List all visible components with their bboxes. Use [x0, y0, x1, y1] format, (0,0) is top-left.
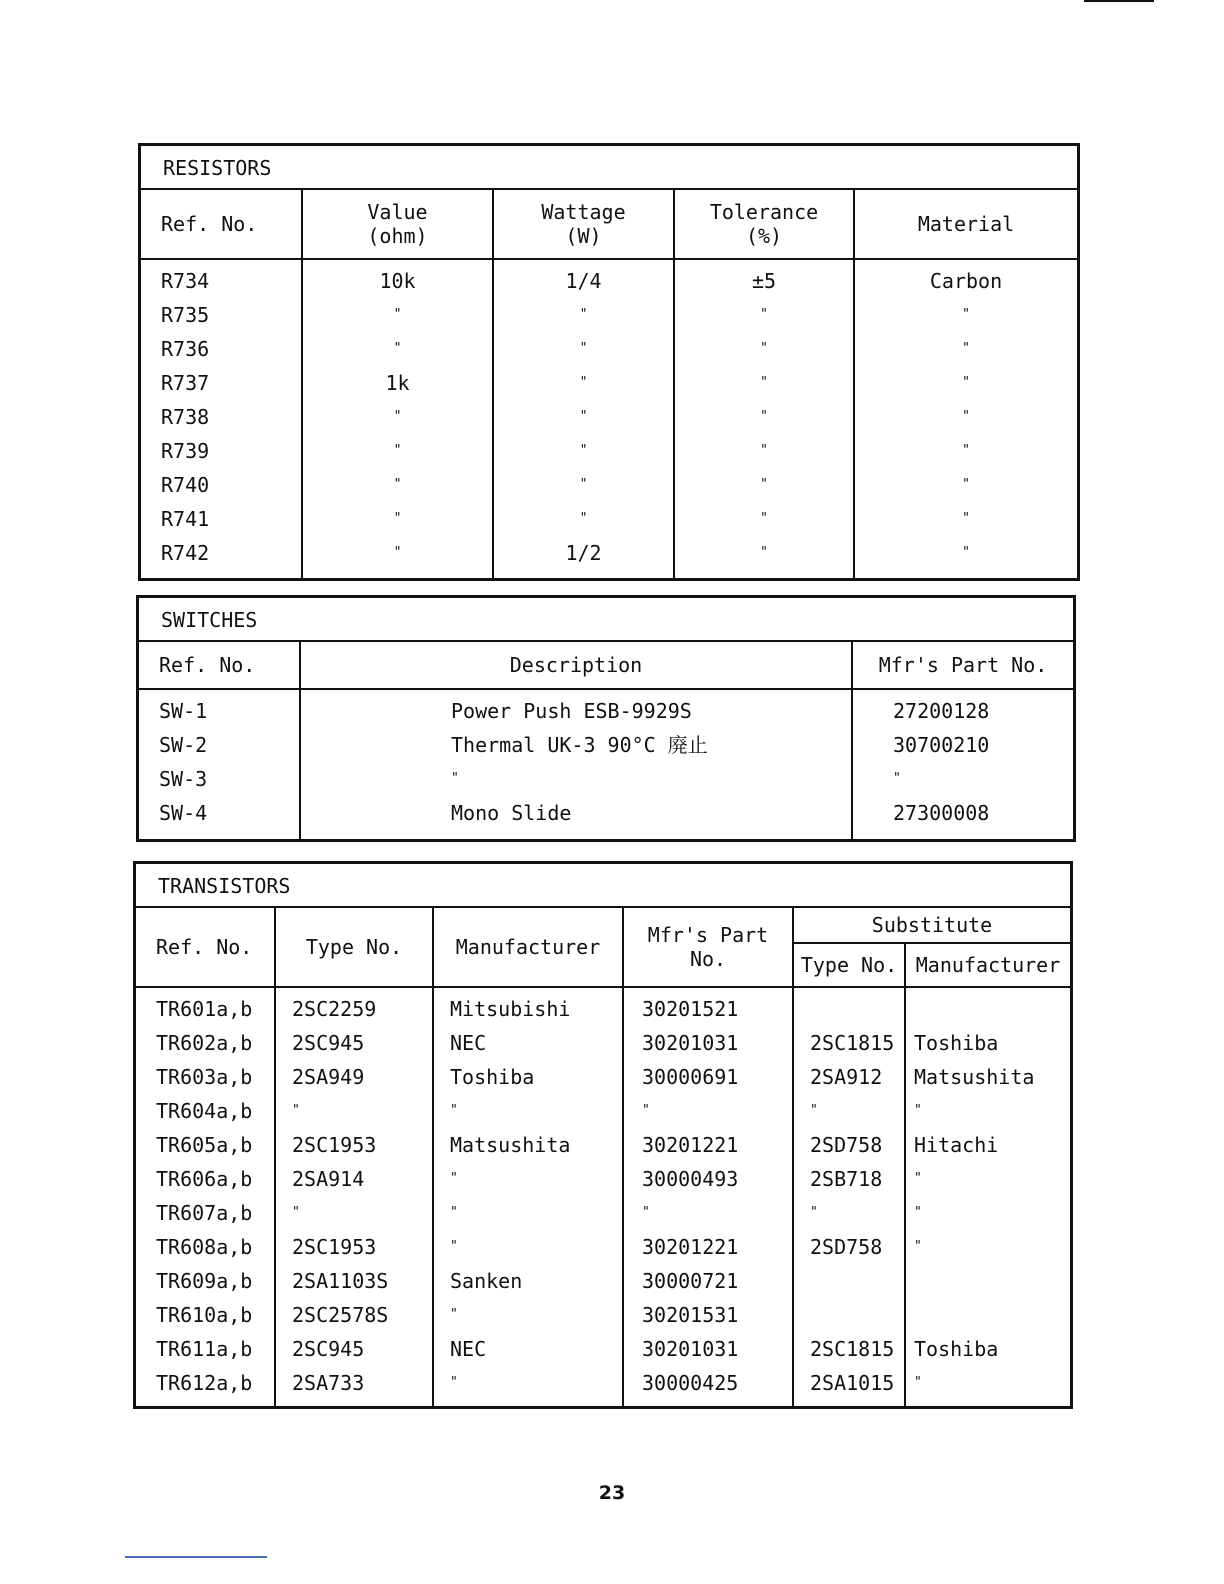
col-tolerance	[675, 260, 855, 580]
table-cell: "	[393, 443, 402, 458]
table-cell: "	[292, 1205, 300, 1220]
table-cell: "	[451, 771, 459, 786]
col-material	[855, 260, 1077, 580]
table-cell: TR603a,b	[156, 1065, 253, 1089]
table-cell: 27300008	[893, 801, 990, 825]
resistors-title: RESISTORS	[141, 146, 1077, 190]
switches-table	[136, 595, 1076, 842]
table-cell: "	[579, 341, 588, 356]
header-wattage: Wattage (W)	[494, 190, 675, 258]
col-manufacturer	[434, 988, 624, 1408]
table-cell: "	[914, 1205, 922, 1220]
col-ref	[141, 260, 303, 580]
table-cell: Matsushita	[450, 1133, 571, 1157]
table-cell: "	[450, 1171, 458, 1186]
col-part	[624, 988, 794, 1408]
table-cell: 2SC945	[292, 1337, 365, 1361]
table-cell: 2SD758	[810, 1133, 883, 1157]
resistors-header-row	[141, 190, 1077, 260]
table-cell: 30201221	[642, 1133, 739, 1157]
table-cell: Toshiba	[914, 1031, 999, 1055]
resistors-table	[138, 143, 1080, 581]
table-cell: Matsushita	[914, 1065, 1035, 1089]
table-cell: Toshiba	[914, 1337, 999, 1361]
table-cell: 1/4	[565, 269, 602, 293]
table-cell: "	[450, 1205, 458, 1220]
table-cell: "	[760, 341, 768, 356]
table-cell: "	[760, 409, 768, 424]
table-cell	[914, 1298, 1070, 1332]
table-cell: R741	[161, 507, 210, 531]
header-ref-no: Ref. No.	[139, 642, 301, 688]
col-wattage	[494, 260, 675, 580]
transistors-title: TRANSISTORS	[136, 864, 1070, 908]
table-cell: 1/2	[565, 541, 602, 565]
switches-header-row	[139, 642, 1073, 690]
table-cell	[810, 992, 904, 1026]
table-cell: "	[450, 1375, 458, 1390]
table-cell: 30201521	[642, 997, 739, 1021]
table-cell: TR604a,b	[156, 1099, 253, 1123]
table-cell: "	[914, 1375, 922, 1390]
table-cell: "	[393, 341, 402, 356]
table-cell: 27200128	[893, 699, 990, 723]
header-type-no: Type No.	[276, 908, 434, 986]
table-cell: "	[292, 1103, 300, 1118]
table-cell: "	[760, 477, 768, 492]
header-ref-no: Ref. No.	[136, 908, 276, 986]
table-cell: R739	[161, 439, 210, 463]
table-cell: 2SA733	[292, 1371, 365, 1395]
table-cell: "	[760, 375, 768, 390]
col-part	[853, 690, 1073, 839]
table-cell: 2SA949	[292, 1065, 365, 1089]
table-cell: "	[962, 307, 970, 322]
table-cell: Mono Slide	[451, 801, 572, 825]
table-cell: 2SA914	[292, 1167, 365, 1191]
bottom-edge-rule	[125, 1556, 267, 1558]
col-value	[303, 260, 494, 580]
header-mfr-part-no: Mfr's Part No.	[624, 908, 794, 986]
table-cell: Toshiba	[450, 1065, 535, 1089]
table-cell: "	[450, 1239, 458, 1254]
table-cell: "	[579, 477, 588, 492]
table-cell: "	[579, 443, 588, 458]
header-substitute-group	[794, 908, 1070, 986]
table-cell: Thermal UK-3 90°C 廃止	[451, 733, 708, 757]
table-cell: Mitsubishi	[450, 997, 571, 1021]
table-cell: "	[962, 511, 970, 526]
table-cell: TR608a,b	[156, 1235, 253, 1259]
header-tolerance: Tolerance (%)	[675, 190, 855, 258]
table-cell: "	[962, 409, 970, 424]
table-cell: "	[914, 1171, 922, 1186]
table-cell: "	[962, 443, 970, 458]
header-manufacturer: Manufacturer	[434, 908, 624, 986]
table-cell: 30000691	[642, 1065, 739, 1089]
table-cell: 2SC1953	[292, 1235, 377, 1259]
table-cell: "	[579, 409, 588, 424]
table-cell: NEC	[450, 1031, 487, 1055]
switches-body	[139, 690, 1073, 839]
table-cell: "	[393, 307, 402, 322]
table-cell: "	[760, 511, 768, 526]
resistors-body	[141, 260, 1077, 580]
top-edge-rule	[1084, 0, 1154, 2]
table-cell: 2SB718	[810, 1167, 883, 1191]
table-cell: 2SC1815	[810, 1337, 895, 1361]
table-cell: "	[893, 771, 901, 786]
table-cell: Power Push ESB-9929S	[451, 699, 692, 723]
table-cell: "	[760, 545, 768, 560]
header-sub-type-no: Type No.	[794, 944, 906, 986]
table-cell: "	[914, 1239, 922, 1254]
table-cell: TR611a,b	[156, 1337, 253, 1361]
table-cell: Sanken	[450, 1269, 523, 1293]
table-cell: "	[450, 1103, 458, 1118]
table-cell: SW-1	[159, 699, 208, 723]
header-material: Material	[917, 212, 1015, 236]
table-cell: "	[579, 307, 588, 322]
table-cell: 2SA1015	[810, 1371, 895, 1395]
table-cell: R734	[161, 269, 210, 293]
table-cell: 2SA1103S	[292, 1269, 389, 1293]
table-cell: "	[760, 307, 768, 322]
table-cell: 2SD758	[810, 1235, 883, 1259]
table-cell: "	[450, 1307, 458, 1322]
table-cell: 10k	[379, 269, 416, 293]
transistors-body	[136, 988, 1070, 1408]
table-cell: TR602a,b	[156, 1031, 253, 1055]
table-cell: "	[642, 1205, 650, 1220]
table-cell	[810, 1264, 904, 1298]
table-cell	[914, 1264, 1070, 1298]
table-cell: 30700210	[893, 733, 990, 757]
table-cell: "	[642, 1103, 650, 1118]
table-cell: TR606a,b	[156, 1167, 253, 1191]
table-cell: R738	[161, 405, 210, 429]
table-cell: 30201221	[642, 1235, 739, 1259]
table-cell	[810, 1298, 904, 1332]
table-cell: "	[810, 1103, 818, 1118]
switches-title: SWITCHES	[139, 598, 1073, 642]
substitute-subheaders	[794, 944, 1070, 986]
col-sub-type	[794, 988, 906, 1408]
header-ref-no: Ref. No.	[141, 190, 303, 258]
table-cell: 2SC2578S	[292, 1303, 389, 1327]
table-cell: TR601a,b	[156, 997, 253, 1021]
table-cell: NEC	[450, 1337, 487, 1361]
table-cell: R735	[161, 303, 210, 327]
table-cell: "	[962, 477, 970, 492]
table-cell: 30201531	[642, 1303, 739, 1327]
table-cell: "	[962, 545, 970, 560]
table-cell: "	[962, 341, 970, 356]
table-cell: 2SA912	[810, 1065, 883, 1089]
header-mfr-part-no: Mfr's Part No.	[878, 653, 1048, 677]
table-cell: "	[760, 443, 768, 458]
table-cell: "	[393, 477, 402, 492]
table-cell: 1k	[385, 371, 410, 395]
table-cell: "	[810, 1205, 818, 1220]
table-cell: Hitachi	[914, 1133, 999, 1157]
table-cell: SW-2	[159, 733, 208, 757]
table-cell: TR607a,b	[156, 1201, 253, 1225]
table-cell: TR609a,b	[156, 1269, 253, 1293]
table-cell: 30000721	[642, 1269, 739, 1293]
header-sub-manufacturer: Manufacturer	[915, 953, 1061, 977]
header-substitute: Substitute	[794, 908, 1070, 944]
table-cell: "	[393, 545, 402, 560]
table-cell: "	[579, 511, 588, 526]
header-value: Value (ohm)	[303, 190, 494, 258]
table-cell: 30201031	[642, 1337, 739, 1361]
table-cell: ±5	[751, 269, 777, 293]
table-cell: "	[393, 409, 402, 424]
transistors-table	[133, 861, 1073, 1409]
col-type	[276, 988, 434, 1408]
table-cell: 2SC1953	[292, 1133, 377, 1157]
table-cell: "	[914, 1103, 922, 1118]
table-cell: SW-4	[159, 801, 208, 825]
table-cell: 2SC1815	[810, 1031, 895, 1055]
table-cell: 30000493	[642, 1167, 739, 1191]
table-cell: TR605a,b	[156, 1133, 253, 1157]
table-cell: 2SC945	[292, 1031, 365, 1055]
table-cell: "	[579, 375, 588, 390]
transistors-header-row	[136, 908, 1070, 988]
col-description	[301, 690, 853, 839]
page-number: 23	[598, 1482, 626, 1504]
table-cell: R742	[161, 541, 210, 565]
table-cell: 30201031	[642, 1031, 739, 1055]
table-cell: TR610a,b	[156, 1303, 253, 1327]
table-cell: R737	[161, 371, 210, 395]
table-cell: "	[393, 511, 402, 526]
table-cell: 2SC2259	[292, 997, 377, 1021]
table-cell: SW-3	[159, 767, 208, 791]
table-cell: TR612a,b	[156, 1371, 253, 1395]
table-cell	[914, 992, 1070, 1026]
table-cell: "	[962, 375, 970, 390]
table-cell: R736	[161, 337, 210, 361]
header-description: Description	[301, 642, 853, 688]
table-cell: Carbon	[929, 269, 1003, 293]
col-sub-manufacturer	[906, 988, 1070, 1408]
col-ref	[139, 690, 301, 839]
col-ref	[136, 988, 276, 1408]
table-cell: R740	[161, 473, 210, 497]
table-cell: 30000425	[642, 1371, 739, 1395]
